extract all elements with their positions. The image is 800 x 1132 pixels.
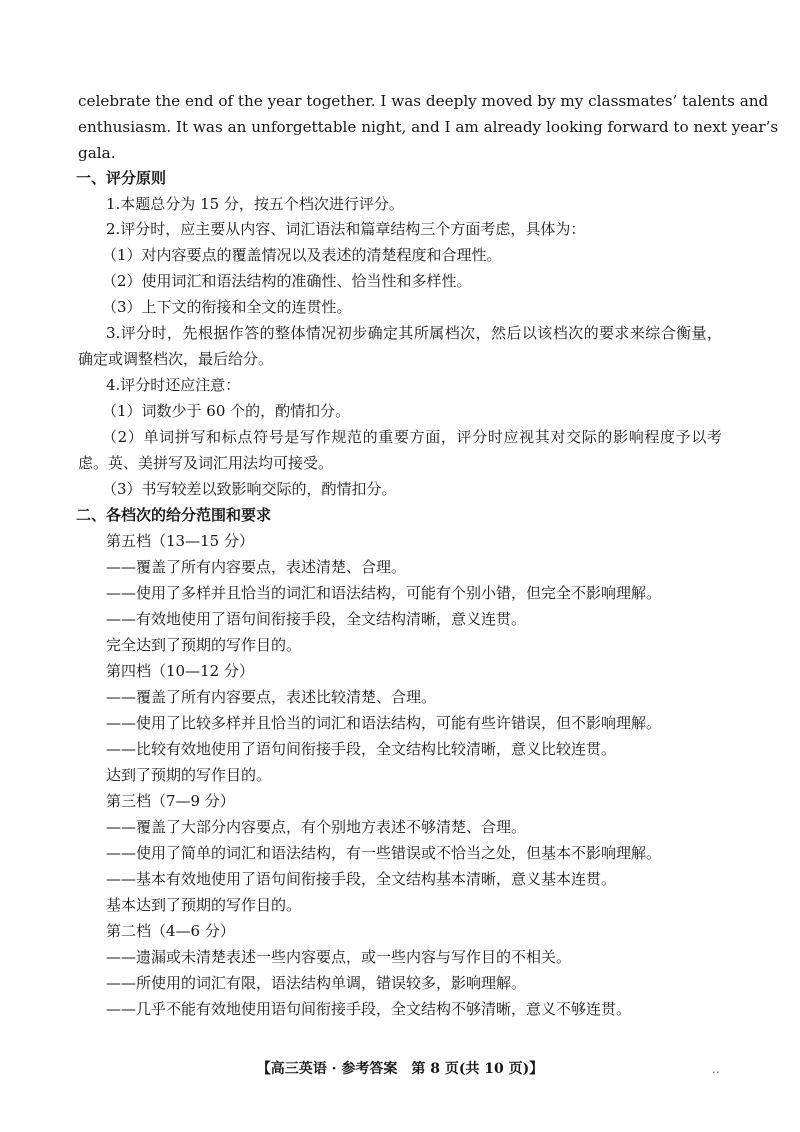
- grade-3-title: 第三档（7—9 分）: [106, 792, 235, 810]
- grade-5-summary: 完全达到了预期的写作目的。: [106, 636, 302, 654]
- grade-4-title: 第四档（10—12 分）: [106, 662, 254, 680]
- grade-2-item-2: ——所使用的词汇有限，语法结构单调，错误较多，影响理解。: [106, 974, 527, 992]
- paragraph-4-item-2-line-1: （2）单词拼写和标点符号是写作规范的重要方面，评分时应视其对交际的影响程度予以考: [102, 428, 722, 446]
- section-heading-2: 二、各档次的给分范围和要求: [76, 506, 272, 524]
- grade-3-summary: 基本达到了预期的写作目的。: [106, 896, 302, 914]
- intro-line-2: enthusiasm. It was an unforgettable night, and I am already looking forward to next year’s: [78, 118, 779, 136]
- grade-4-item-2: ——使用了比较多样并且恰当的词汇和语法结构，可能有些许错误，但不影响理解。: [106, 714, 662, 732]
- grade-4-item-3: ——比较有效地使用了语句间衔接手段，全文结构比较清晰，意义比较连贯。: [106, 740, 617, 758]
- paragraph-2: 2.评分时，应主要从内容、词汇语法和篇章结构三个方面考虑，具体为：: [106, 220, 586, 238]
- grade-2-item-3: ——几乎不能有效地使用语句间衔接手段，全文结构不够清晰，意义不够连贯。: [106, 1000, 632, 1018]
- page-footer: 【高三英语 · 参考答案 第 8 页(共 10 页)】: [256, 1061, 544, 1077]
- grade-5-item-1: ——覆盖了所有内容要点，表述清楚、合理。: [106, 558, 407, 576]
- grade-4-summary: 达到了预期的写作目的。: [106, 766, 272, 784]
- grade-5-item-2: ——使用了多样并且恰当的词汇和语法结构，可能有个别小错，但完全不影响理解。: [106, 584, 662, 602]
- paragraph-4: 4.评分时还应注意：: [106, 376, 241, 394]
- grade-3-item-2: ——使用了简单的词汇和语法结构，有一些错误或不恰当之处，但基本不影响理解。: [106, 844, 662, 862]
- paragraph-3-line-1: 3.评分时，先根据作答的整体情况初步确定其所属档次，然后以该档次的要求来综合衡量，: [106, 324, 722, 342]
- section-heading-1: 一、评分原则: [76, 169, 167, 187]
- footer-dots: ..: [712, 1062, 720, 1076]
- paragraph-1: 1.本题总分为 15 分，按五个档次进行评分。: [106, 195, 404, 213]
- intro-line-3: gala.: [78, 144, 116, 162]
- grade-5-title: 第五档（13—15 分）: [106, 532, 254, 550]
- paragraph-2-item-1: （1）对内容要点的覆盖情况以及表述的清楚程度和合理性。: [102, 246, 502, 264]
- grade-5-item-3: ——有效地使用了语句间衔接手段，全文结构清晰，意义连贯。: [106, 610, 527, 628]
- paragraph-4-item-2-line-2: 虑。英、美拼写及词汇用法均可接受。: [78, 454, 334, 472]
- paragraph-2-item-3: （3）上下文的衔接和全文的连贯性。: [102, 298, 352, 316]
- grade-4-item-1: ——覆盖了所有内容要点，表述比较清楚、合理。: [106, 688, 437, 706]
- grade-2-item-1: ——遗漏或未清楚表述一些内容要点，或一些内容与写作目的不相关。: [106, 948, 572, 966]
- paragraph-2-item-2: （2）使用词汇和语法结构的准确性、恰当性和多样性。: [102, 272, 472, 290]
- paragraph-4-item-3: （3）书写较差以致影响交际的，酌情扣分。: [102, 480, 397, 498]
- grade-3-item-1: ——覆盖了大部分内容要点，有个别地方表述不够清楚、合理。: [106, 818, 527, 836]
- paragraph-3-line-2: 确定或调整档次，最后给分。: [78, 350, 274, 368]
- paragraph-4-item-1: （1）词数少于 60 个的，酌情扣分。: [102, 402, 351, 420]
- grade-2-title: 第二档（4—6 分）: [106, 922, 235, 940]
- intro-line-1: celebrate the end of the year together. I was deeply moved by my classmates’ talents and: [78, 92, 769, 110]
- grade-3-item-3: ——基本有效地使用了语句间衔接手段，全文结构基本清晰，意义基本连贯。: [106, 870, 617, 888]
